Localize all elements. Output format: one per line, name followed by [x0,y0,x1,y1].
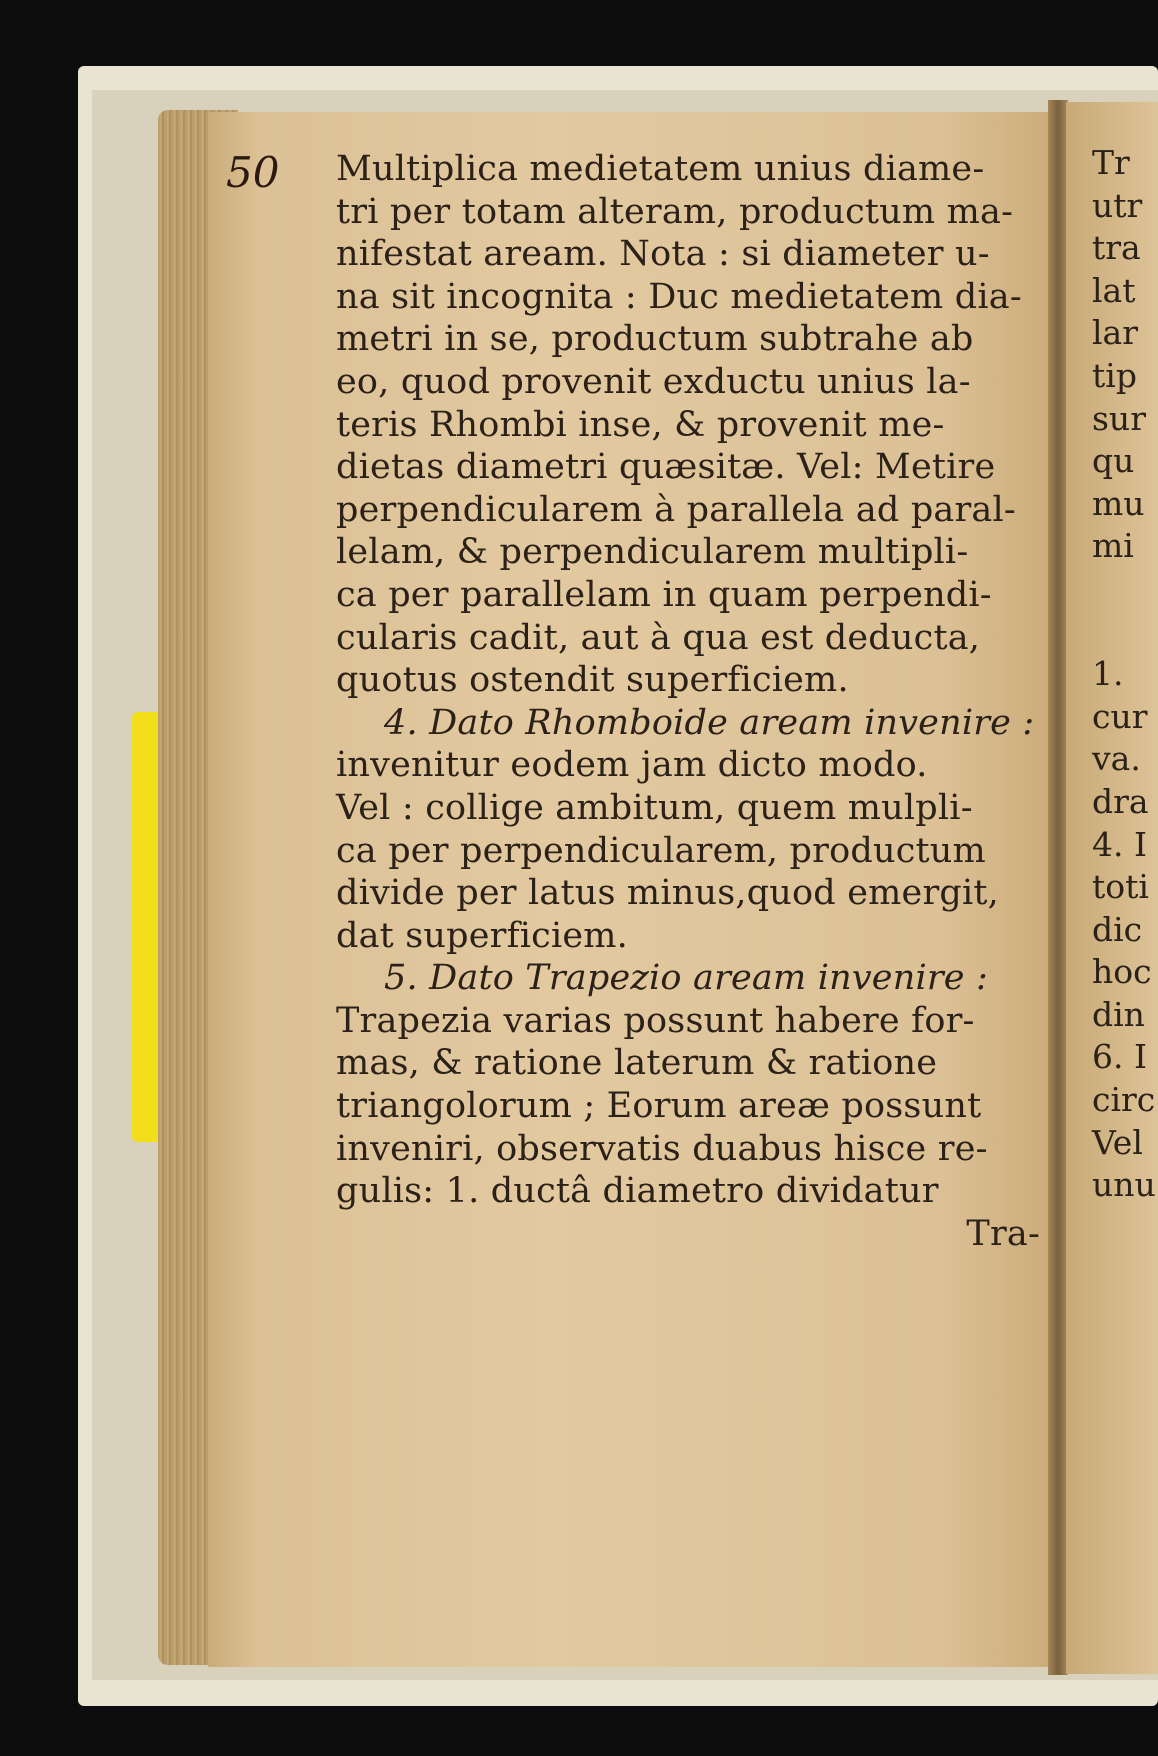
fragment-line: toti [1092,867,1149,907]
fragment-line: Vel [1092,1122,1143,1162]
text-line: triangolorum ; Eorum areæ possunt [336,1086,982,1127]
text-line: Vel : collige ambitum, quem mulpli- [336,787,973,828]
fragment-line [1092,568,1158,611]
fragment-line: hoc [1092,952,1152,992]
fragment-line: lar [1092,313,1139,353]
text-line: eo, quod provenit exductu unius la- [336,361,971,402]
text-line: nifestat aream. Nota : si diameter u- [336,234,990,275]
text-line: ca per perpendicularem, productum [336,830,986,871]
text-line: dat superficiem. [336,915,628,956]
text-line: mas, & ratione laterum & ratione [336,1043,938,1084]
fragment-line: unu [1092,1165,1156,1205]
fragment-line: din [1092,994,1145,1034]
fragment-line: va. [1092,739,1141,779]
fragment-line: Tr [1092,143,1130,182]
text-line: lelam, & perpendicularem multipli- [336,532,969,573]
fragment-line: tip [1092,355,1137,395]
text-line: cularis cadit, aut à qua est deducta, [336,617,981,658]
book-gutter [1048,100,1068,1675]
text-line: quotus ostendit superficiem. [336,660,849,701]
fragment-line: mu [1092,483,1145,523]
fragment-line: 1. [1092,654,1124,694]
fragment-line: 6. I [1092,1037,1148,1077]
fragment-line: tra [1092,228,1141,268]
text-line: invenitur eodem jam dicto modo. [336,745,928,786]
catchword: Tra- [966,1213,1040,1254]
text-line: divide per latus minus,quod emergit, [336,873,999,914]
yellow-bookmark-tab [132,712,158,1142]
text-line: Trapezia varias possunt habere for- [336,1000,975,1041]
section-heading-trapezium: 5. Dato Trapezio aream invenire : [384,958,989,999]
right-page-fragments [1092,142,1158,1207]
text-line: metri in se, productum subtrahe ab [336,319,974,360]
section-heading-rhomboid: 4. Dato Rhomboide aream invenire : [384,702,1035,743]
text-line: inveniri, observatis duabus hisce re- [336,1128,988,1169]
fragment-line: dic [1092,909,1143,949]
fragment-line: lat [1092,270,1136,310]
text-line: gulis: 1. ductâ diametro dividatur [336,1171,939,1212]
fragment-line: dra [1092,781,1149,821]
text-line: Multiplica medietatem unius diame- [336,149,985,189]
text-line: tri per totam alteram, productum ma- [336,191,1014,232]
text-line: perpendicularem à parallela ad paral- [336,489,1016,530]
text-line: teris Rhombi inse, & provenit me- [336,404,945,445]
page-number: 50 [226,148,280,197]
text-line: ca per parallelam in quam perpendi- [336,574,992,615]
text-line: na sit incognita : Duc medietatem dia- [336,276,1022,317]
fragment-line: cur [1092,696,1148,736]
fragment-line: circ [1092,1080,1156,1120]
fragment-line: sur [1092,398,1146,438]
fragment-line [1092,611,1158,654]
fragment-line: 4. I [1092,824,1148,864]
text-line: dietas diametri quæsitæ. Vel: Metire [336,447,996,488]
fragment-line: utr [1092,185,1143,225]
fragment-line: mi [1092,526,1134,566]
fragment-line: qu [1092,441,1135,481]
left-page-text [336,148,1046,1255]
